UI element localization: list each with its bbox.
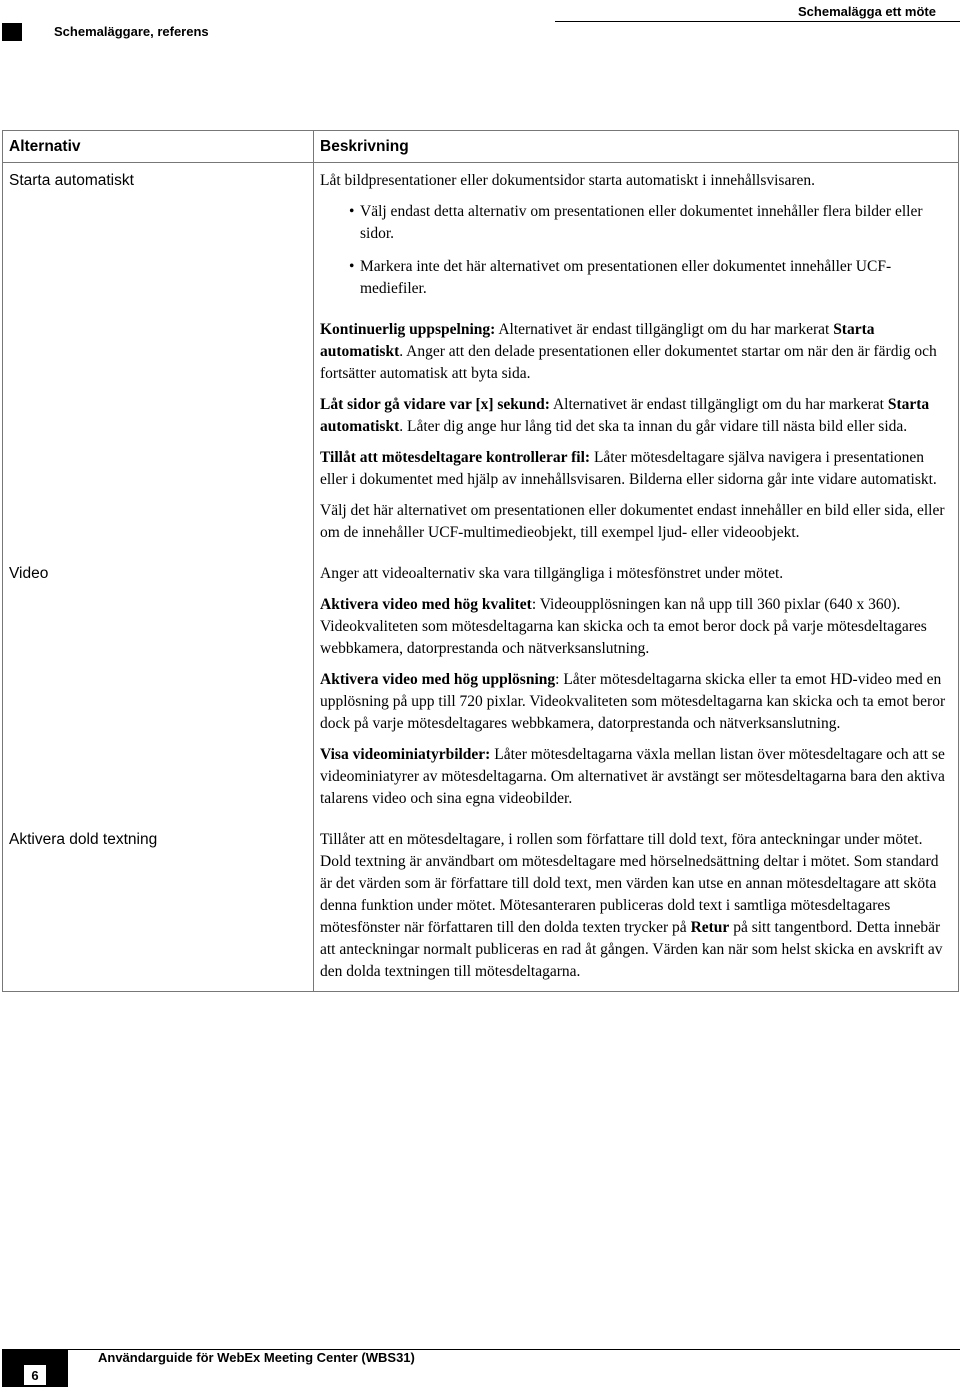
page-number: 6: [24, 1368, 46, 1383]
header-marker: [2, 23, 22, 41]
text: . Anger att den delade presentationen eller dokumentet startar om när den är färdig och fortsätter automatisk att byta sida.: [320, 343, 937, 382]
text: Låter mötesdeltagarna växla mellan listan över mötesdeltagare och att se videominiatyrer av mötesdeltagarna. Om alternativet är avstängt ser mötesdeltagarna bara den aktiva talarens video och sina egna videobilder.: [320, 746, 945, 807]
term: Tillåt att mötesdeltagare kontrollerar fil:: [320, 449, 591, 466]
bullet-list: [320, 201, 952, 300]
term: Aktivera video med hög upplösning: [320, 671, 556, 688]
text: på sitt tangentbord. Detta innebär att anteckningar normalt publiceras en rad åt gången. Värden kan när som helst skicka en avskrift av den dolda textningen till mötesdeltagarna.: [320, 919, 943, 980]
table-row: [3, 552, 959, 818]
term: Aktivera video med hög kvalitet: [320, 596, 532, 613]
description-intro: Anger att videoalternativ ska vara tillgängliga i mötesfönstret under mötet.: [320, 565, 784, 582]
description-paragraph: [320, 744, 952, 810]
header-chapter-title: Schemalägga ett möte: [798, 4, 936, 19]
term: Visa videominiatyrbilder:: [320, 746, 491, 763]
table-row: [3, 163, 959, 553]
description-paragraph: [320, 594, 952, 660]
term: Starta automatiskt: [320, 396, 930, 435]
header-section-title: Schemaläggare, referens: [54, 24, 209, 39]
options-table: [2, 130, 959, 992]
header-rule: [555, 21, 960, 22]
term: Starta automatiskt: [320, 321, 875, 360]
term: Kontinuerlig uppspelning:: [320, 321, 496, 338]
description-paragraph: [320, 394, 952, 438]
text: . Låter dig ange hur lång tid det ska ta innan du går vidare till nästa bild eller sida.: [399, 418, 908, 435]
option-description: [314, 163, 959, 553]
table-header-row: [3, 131, 959, 163]
footer-guide-title: Användarguide för WebEx Meeting Center (WBS31): [98, 1350, 415, 1365]
list-item: • Markera inte det här alternativet om presentationen eller dokumentet innehåller UCF-mediefiler.: [360, 256, 952, 300]
description-paragraph: Välj det här alternativet om presentationen eller dokumentet endast innehåller en bild eller sida, eller om de innehåller UCF-multimedieobjekt, till exempel ljud- eller videoobjekt.: [320, 502, 945, 541]
term: Retur: [690, 919, 730, 936]
description-paragraph: [320, 669, 952, 735]
text: Alternativet är endast tillgängligt om du har markerat: [495, 321, 834, 338]
text: Låter mötesdeltagare själva navigera i presentationen eller i dokumentet med hjälp av innehållsvisaren. Bilderna eller sidorna går inte vidare automatiskt.: [320, 449, 937, 488]
option-description: [314, 818, 959, 992]
text: : Låter mötesdeltagarna skicka eller ta emot HD-video med en upplösning på upp till 720 pixlar. Videokvaliteten som mötesdeltagarna kan skicka och ta emot beror dock på varje mötesdeltagares webbkamera, datorprestanda och nätverksanslutning.: [320, 671, 946, 732]
column-header-option: Alternativ: [3, 131, 314, 163]
description-intro: Låt bildpresentationer eller dokumentsidor starta automatiskt i innehållsvisaren.: [320, 172, 816, 189]
table-row: [3, 818, 959, 992]
description-paragraph: [320, 829, 952, 983]
option-name: Starta automatiskt: [3, 163, 314, 553]
description-paragraph: [320, 447, 952, 491]
text: Tillåter att en mötesdeltagare, i rollen som författare till dold text, föra anteckningar under mötet. Dold textning är användbart om mötesdeltagare med hörselnedsättning deltar i mötet. Som standard är det värden som är författare till dold text, men värden kan utse en annan mötesdeltagare att sköta denna funktion under mötet. Mötesanteraren publiceras dold text i samtliga mötesdeltagares mötesfönster när författaren till den dolda texten trycker på: [320, 831, 939, 936]
option-name: Video: [3, 552, 314, 818]
column-header-description: Beskrivning: [314, 131, 959, 163]
option-name: Aktivera dold textning: [3, 818, 314, 992]
text: Alternativet är endast tillgängligt om du har markerat: [549, 396, 888, 413]
option-description: [314, 552, 959, 818]
text: : Videoupplösningen kan nå upp till 360 pixlar (640 x 360). Videokvaliteten som mötesdeltagarna kan skicka och ta emot beror dock på varje mötesdeltagares webbkamera, datorprestanda och nätverksanslutning.: [320, 596, 927, 657]
description-paragraph: [320, 319, 952, 385]
term: Låt sidor gå vidare var [x] sekund:: [320, 396, 550, 413]
list-item: • Välj endast detta alternativ om presentationen eller dokumentet innehåller flera bilder eller sidor.: [360, 201, 952, 245]
